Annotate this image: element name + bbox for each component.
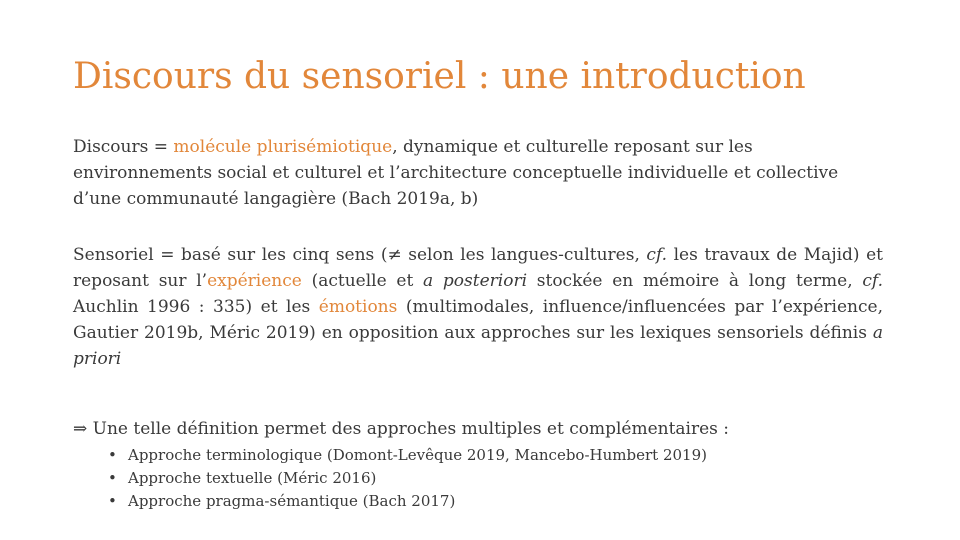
text-segment: Discours =: [73, 137, 174, 157]
text-segment: stockée en mémoire à long terme,: [527, 271, 863, 291]
text-segment: (multimodales, influence/influencées par l’expérience, Gautier 2019b, Méric 2019) en opposition aux approches sur les lexiques sensoriels définis: [73, 297, 883, 343]
list-item-text: Approche pragma-sémantique (Bach 2017): [128, 492, 456, 510]
highlight-term: expérience: [207, 271, 302, 291]
bullet-icon: •: [108, 469, 117, 487]
highlight-term: émotions: [318, 297, 398, 317]
bullet-icon: •: [108, 492, 117, 510]
list-item: [108, 467, 707, 490]
list-item-text: Approche textuelle (Méric 2016): [128, 469, 377, 487]
approach-list: [108, 444, 707, 513]
list-item: [108, 490, 707, 513]
text-segment: Sensoriel = basé sur les cinq sens (≠ selon les langues-cultures,: [73, 245, 647, 265]
highlight-term: molécule plurisémiotique: [173, 137, 393, 157]
text-segment: les travaux de Majid) et reposant sur l’: [73, 245, 883, 291]
italic-term: a posteriori: [423, 271, 528, 291]
slide-title: Discours du sensoriel : une introduction: [73, 56, 806, 97]
text-segment: Auchlin 1996 : 335) et les: [73, 297, 319, 317]
italic-term: cf.: [862, 271, 883, 291]
list-item-text: Approche terminologique (Domont-Levêque 2019, Mancebo-Humbert 2019): [128, 446, 707, 464]
text-segment: , dynamique et culturelle reposant sur les environnements social et culturel et l’architecture conceptuelle individuelle et collective d’une communauté langagière (Bach 2019a, b): [73, 137, 839, 209]
italic-term: a priori: [73, 323, 883, 369]
text-segment: (actuelle et: [301, 271, 424, 291]
italic-term: cf.: [646, 245, 668, 265]
definition-sensoriel: [73, 242, 883, 372]
conclusion-line: ⇒ Une telle définition permet des approches multiples et complémentaires :: [73, 419, 730, 439]
definition-discours: [73, 134, 883, 212]
bullet-icon: •: [108, 446, 117, 464]
list-item: [108, 444, 707, 467]
